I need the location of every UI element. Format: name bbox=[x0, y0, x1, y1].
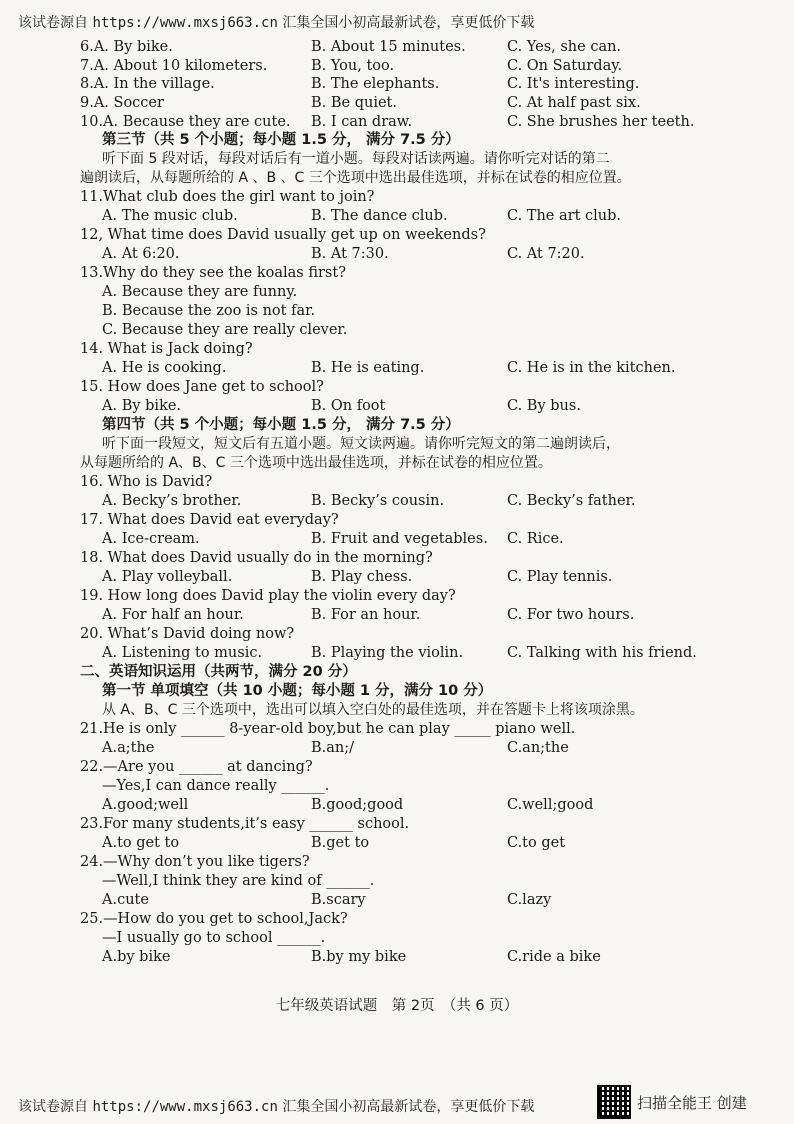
question-row-9 bbox=[80, 94, 720, 113]
option-b: B. Becky’s cousin. bbox=[311, 493, 445, 510]
option-b: B. About 15 minutes. bbox=[311, 39, 466, 55]
section-4-instructions-line1: 听下面一段短文，短文后有五道小题。短文读两遍。请你听完短文的第二遍朗读后， bbox=[102, 436, 620, 453]
question-21-options bbox=[80, 739, 720, 758]
option-b: B. He is eating. bbox=[311, 360, 425, 377]
question-18-options bbox=[80, 568, 720, 587]
question-19: 19. How long does David play the violin every day? bbox=[80, 588, 456, 605]
question-12-options bbox=[80, 245, 720, 264]
option-c: C.ride a bike bbox=[507, 949, 601, 966]
question-22: 22.—Are you ______ at dancing? bbox=[80, 759, 313, 776]
option-c: C. Play tennis. bbox=[507, 569, 613, 586]
option-b: B. At 7:30. bbox=[311, 246, 389, 263]
option-c: C.an;the bbox=[507, 740, 569, 757]
question-21: 21.He is only ______ 8-year-old boy,but he can play _____ piano well. bbox=[80, 721, 576, 738]
option-b: B. Play chess. bbox=[311, 569, 413, 586]
option-b: B. On foot bbox=[311, 398, 386, 415]
question-14: 14. What is Jack doing? bbox=[80, 341, 253, 358]
page-footer: 七年级英语试题 第 2页 （共 6 页） bbox=[275, 998, 519, 1014]
option-b: B.get to bbox=[311, 835, 370, 852]
option-a: 9.A. Soccer bbox=[80, 95, 164, 112]
option-a: A. The music club. bbox=[102, 208, 238, 225]
question-24: 24.—Why don’t you like tigers? bbox=[80, 854, 310, 871]
option-a: 8.A. In the village. bbox=[80, 76, 215, 93]
option-a: A.a;the bbox=[102, 740, 155, 757]
source-banner-top bbox=[18, 12, 534, 32]
option-c: C. For two hours. bbox=[507, 607, 635, 624]
option-c: C. The art club. bbox=[507, 208, 621, 225]
option-a: A. Ice-cream. bbox=[102, 531, 200, 548]
question-row-10 bbox=[80, 113, 720, 132]
option-a: 7.A. About 10 kilometers. bbox=[80, 57, 268, 74]
banner-prefix: 该试卷源自 bbox=[18, 15, 93, 31]
question-25: 25.—How do you get to school,Jack? bbox=[80, 911, 348, 928]
option-b: B. The elephants. bbox=[311, 76, 440, 93]
question-16: 16. Who is David? bbox=[80, 474, 213, 491]
section-3-heading: 第三节（共 5 个小题；每小题 1.5 分， 满分 7.5 分） bbox=[102, 132, 460, 149]
part-2-section-1-heading: 第一节 单项填空（共 10 小题；每小题 1 分，满分 10 分） bbox=[102, 683, 493, 700]
question-row-7 bbox=[80, 57, 720, 76]
banner-suffix: 汇集全国小初高最新试卷，享更低价下载 bbox=[277, 1099, 535, 1115]
section-3-instructions-line2: 遍朗读后，从每题所给的 A 、B 、C 三个选项中选出最佳选项，并标在试卷的相应位置。 bbox=[80, 170, 631, 187]
question-25-reply: —I usually go to school ______. bbox=[102, 930, 326, 947]
question-17: 17. What does David eat everyday? bbox=[80, 512, 339, 529]
option-b: B. The dance club. bbox=[311, 208, 448, 225]
option-a: A. By bike. bbox=[102, 398, 182, 415]
option-b: B. Be quiet. bbox=[311, 95, 397, 112]
option-c: C. On Saturday. bbox=[507, 57, 623, 74]
option-c: C. It's interesting. bbox=[507, 76, 640, 93]
question-16-options bbox=[80, 492, 720, 511]
question-14-options bbox=[80, 359, 720, 378]
question-17-options bbox=[80, 530, 720, 549]
option-b: B. For an hour. bbox=[311, 607, 421, 624]
section-4-heading: 第四节（共 5 个小题；每小题 1.5 分， 满分 7.5 分） bbox=[102, 417, 460, 434]
banner-suffix: 汇集全国小初高最新试卷，享更低价下载 bbox=[277, 15, 535, 31]
exam-content bbox=[80, 38, 720, 967]
option-c: C. Rice. bbox=[507, 531, 564, 548]
option-a: A. He is cooking. bbox=[102, 360, 227, 377]
part-2-heading: 二、英语知识运用（共两节，满分 20 分） bbox=[80, 664, 357, 681]
option-a: 10.A. Because they are cute. bbox=[80, 113, 291, 130]
question-20: 20. What’s David doing now? bbox=[80, 626, 295, 643]
option-c: C. Yes, she can. bbox=[507, 39, 622, 55]
option-b: B. I can draw. bbox=[311, 113, 413, 130]
section-3-instructions-line1: 听下面 5 段对话，每段对话后有一道小题。每段对话读两遍。请你听完对话的第二 bbox=[102, 151, 610, 168]
option-a: A. At 6:20. bbox=[102, 246, 180, 263]
option-c: C. He is in the kitchen. bbox=[507, 360, 676, 377]
option-a: A.good;well bbox=[102, 797, 189, 814]
question-20-options bbox=[80, 644, 720, 663]
qr-code-icon bbox=[597, 1085, 631, 1119]
option-a: A.to get to bbox=[102, 835, 180, 852]
banner-url[interactable]: https://www.mxsj663.cn bbox=[92, 1099, 278, 1115]
question-25-options bbox=[80, 948, 720, 967]
question-24-reply: —Well,I think they are kind of ______. bbox=[102, 873, 375, 890]
question-12: 12, What time does David usually get up on weekends? bbox=[80, 227, 486, 244]
option-c: C. Becky’s father. bbox=[507, 493, 636, 510]
option-c: C. At 7:20. bbox=[507, 246, 585, 263]
option-c: C.lazy bbox=[507, 892, 552, 909]
option-b: B. You, too. bbox=[311, 57, 395, 74]
option-c: C. By bus. bbox=[507, 398, 581, 415]
question-23-options bbox=[80, 834, 720, 853]
question-18: 18. What does David usually do in the morning? bbox=[80, 550, 433, 567]
question-row-8 bbox=[80, 75, 720, 94]
option-a: A. Becky’s brother. bbox=[102, 493, 242, 510]
option-c: C. Talking with his friend. bbox=[507, 645, 697, 662]
question-15: 15. How does Jane get to school? bbox=[80, 379, 324, 396]
question-23: 23.For many students,it’s easy ______ school. bbox=[80, 816, 410, 833]
option-a: A.by bike bbox=[102, 949, 171, 966]
option-a: A. Because they are funny. bbox=[102, 284, 298, 301]
option-c: C. Because they are really clever. bbox=[102, 322, 348, 339]
option-c: C.to get bbox=[507, 835, 566, 852]
option-c: C.well;good bbox=[507, 797, 594, 814]
option-a: 6.A. By bike. bbox=[80, 39, 173, 55]
question-22-reply: —Yes,I can dance really ______. bbox=[102, 778, 330, 795]
question-15-options bbox=[80, 397, 720, 416]
banner-url[interactable]: https://www.mxsj663.cn bbox=[92, 15, 278, 31]
option-b: B.an;/ bbox=[311, 740, 355, 757]
option-b: B. Fruit and vegetables. bbox=[311, 531, 488, 548]
question-11-options bbox=[80, 207, 720, 226]
source-banner-bottom bbox=[18, 1096, 534, 1116]
question-19-options bbox=[80, 606, 720, 625]
option-b: B.good;good bbox=[311, 797, 404, 814]
option-b: B.scary bbox=[311, 892, 366, 909]
question-22-options bbox=[80, 796, 720, 815]
part-2-instructions: 从 A、B、C 三个选项中，选出可以填入空白处的最佳选项，并在答题卡上将该项涂黑。 bbox=[102, 702, 644, 719]
option-c: C. She brushes her teeth. bbox=[507, 113, 695, 130]
option-b: B. Because the zoo is not far. bbox=[102, 303, 316, 320]
question-24-options bbox=[80, 891, 720, 910]
section-4-instructions-line2: 从每题所给的 A、B、C 三个选项中选出最佳选项，并标在试卷的相应位置。 bbox=[80, 455, 552, 472]
question-11: 11.What club does the girl want to join? bbox=[80, 189, 375, 206]
option-b: B.by my bike bbox=[311, 949, 407, 966]
option-b: B. Playing the violin. bbox=[311, 645, 464, 662]
option-a: A. Listening to music. bbox=[102, 645, 263, 662]
scanner-watermark bbox=[597, 1085, 747, 1119]
option-c: C. At half past six. bbox=[507, 95, 641, 112]
option-a: A.cute bbox=[102, 892, 149, 909]
question-13: 13.Why do they see the koalas first? bbox=[80, 265, 346, 282]
option-a: A. For half an hour. bbox=[102, 607, 244, 624]
banner-prefix: 该试卷源自 bbox=[18, 1099, 93, 1115]
scanner-label: 扫描全能王 创建 bbox=[637, 1093, 747, 1112]
question-row-6 bbox=[80, 38, 720, 57]
option-a: A. Play volleyball. bbox=[102, 569, 233, 586]
